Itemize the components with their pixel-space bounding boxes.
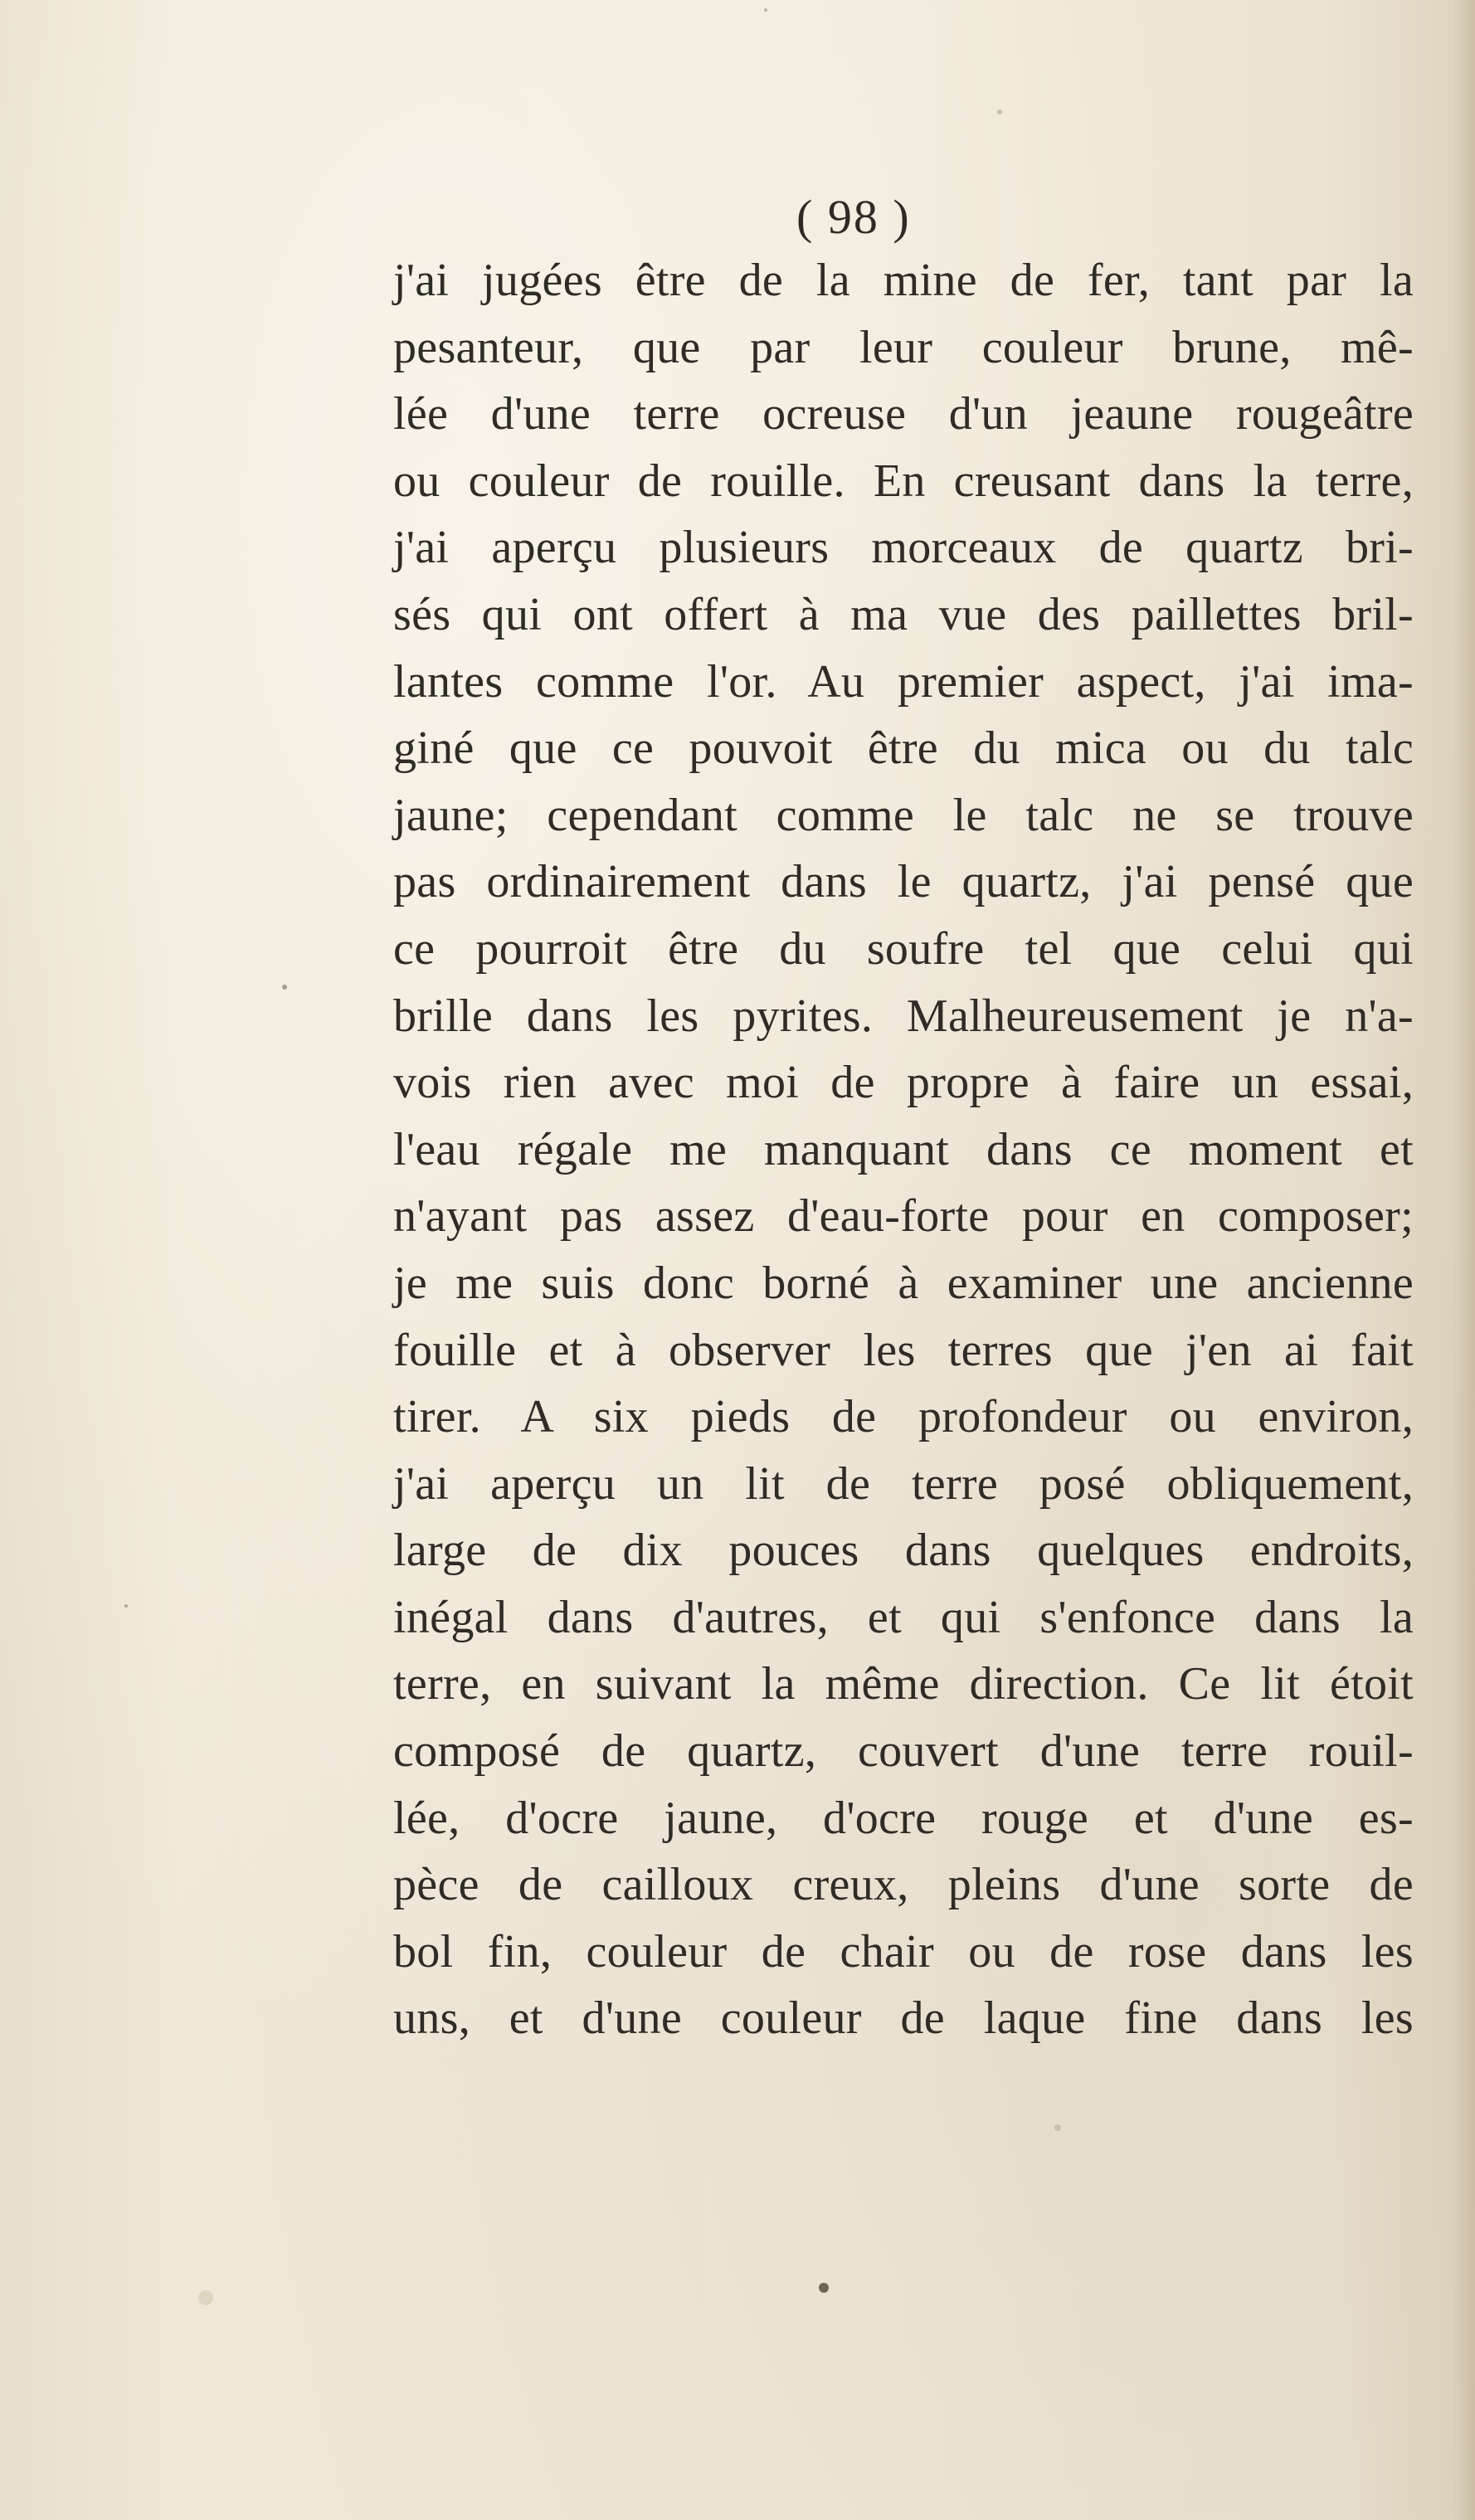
text-line: uns, et d'une couleur de laque fine dans les [393,1992,1414,2045]
text-line: l'eau régale me manquant dans ce moment et [393,1123,1414,1175]
text-line: brille dans les pyrites. Malheureusement je n'a- [393,990,1414,1042]
text-line: giné que ce pouvoit être du mica ou du talc [393,722,1414,775]
text-line: ce pourroit être du soufre tel que celui qui [393,922,1414,975]
text-line: j'ai aperçu plusieurs morceaux de quartz bri- [393,522,1414,574]
text-line: pèce de cailloux creux, pleins d'une sorte de [393,1859,1414,1911]
text-line: j'ai aperçu un lit de terre posé obliquement, [393,1457,1414,1510]
text-line: lantes comme l'or. Au premier aspect, j'ai ima- [393,655,1414,708]
text-line: jaune; cependant comme le talc ne se trouve [393,789,1414,841]
text-line: large de dix pouces dans quelques endroits, [393,1525,1414,1577]
text-line: inégal dans d'autres, et qui s'enfonce dans la [393,1591,1414,1643]
text-line: n'ayant pas assez d'eau-forte pour en composer; [393,1190,1414,1243]
text-line: ou couleur de rouille. En creusant dans la terre, [393,455,1414,507]
text-line: lée d'une terre ocreuse d'un jeaune rougeâtre [393,388,1414,440]
text-line: fouille et à observer les terres que j'en ai fait [393,1324,1414,1376]
text-line: pas ordinairement dans le quartz, j'ai pensé que [393,856,1414,908]
text-line: pesanteur, que par leur couleur brune, mê- [393,321,1414,373]
text-line: tirer. A six pieds de profondeur ou environ, [393,1391,1414,1443]
page-number: ( 98 ) [796,190,911,244]
text-line: je me suis donc borné à examiner une ancienne [393,1257,1414,1309]
text-line: bol fin, couleur de chair ou de rose dans les [393,1925,1414,1978]
body-text [393,247,1414,2052]
text-line: terre, en suivant la même direction. Ce lit étoit [393,1658,1414,1710]
text-line: lée, d'ocre jaune, d'ocre rouge et d'une es- [393,1792,1414,1844]
page-edge-shadow [1452,0,1475,2520]
text-line: j'ai jugées être de la mine de fer, tant par la [393,255,1414,306]
text-line: sés qui ont offert à ma vue des paillettes bril- [393,588,1414,640]
text-line: composé de quartz, couvert d'une terre rouil- [393,1725,1414,1778]
text-line: vois rien avec moi de propre à faire un essai, [393,1057,1414,1109]
